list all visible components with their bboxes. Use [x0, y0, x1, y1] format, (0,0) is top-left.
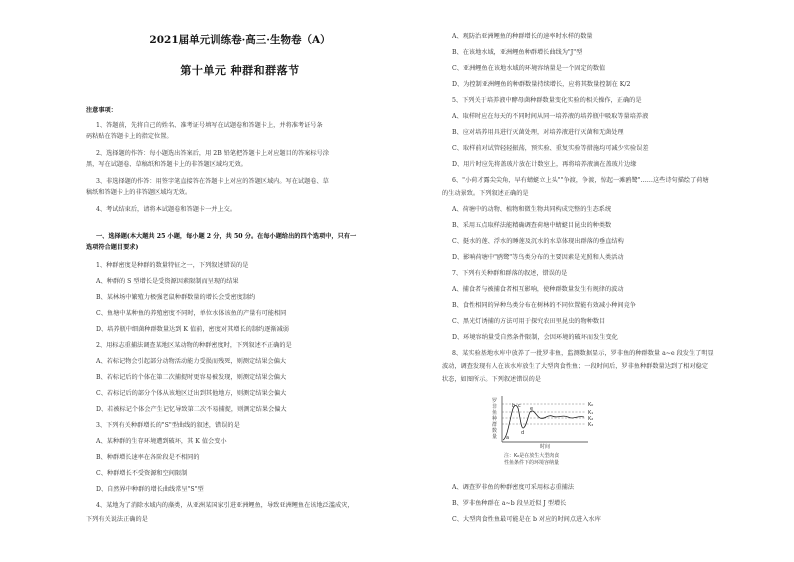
graph-ylabel: 罗	[492, 398, 498, 404]
question-line: 7、下列有关种群和群落的叙述，错误的是	[452, 270, 568, 277]
notice-line: 黑，写在试题卷、草稿纸和答题卡上的非答题区域均无效。	[86, 161, 247, 168]
graph-ylabel: 量	[492, 434, 498, 440]
graph-ylabel: 群	[492, 422, 498, 428]
question-line: C、鱼塘中某种鱼的养殖密度不同时，单位水体该鱼的产量有可能相同	[96, 310, 287, 317]
question-line: 状态，如图所示。下列叙述错误的是	[442, 376, 541, 383]
question-line: A、若标记物会引起部分动物活动能力受损而残死，则测定结果会偏大	[96, 358, 287, 365]
notice-line: 2、选择题的作答：每小题选出答案后，用 2B 铅笔把答题卡上对应题目的答案标号涂	[96, 150, 329, 157]
question-line: B、某林场中繁殖力极强老鼠种群数量的增长会受密度制约	[96, 294, 256, 301]
population-curve	[503, 405, 584, 440]
option-line: D、影响荷塘中"鸥鹭"等鸟类分布的主要因素是光照和人类活动	[452, 254, 624, 261]
option-line: A、调查罗非鱼的种群密度可采用标志重捕法	[452, 484, 575, 491]
section-heading: 选项符合题目要求)	[86, 244, 139, 251]
option-line: C、亚洲鲤鱼在该地水域的环境容纳量是一个固定的数值	[452, 65, 606, 72]
option-line: B、罗非鱼种群在 a~b 段呈近似 J 型增长	[452, 500, 567, 507]
question-line: 的生动景致。下列叙述正确的是	[442, 190, 529, 197]
question-line: D、培养瓶中细菌种群数量达到 K 值前，密度对其增长的制约逐渐减弱	[96, 326, 289, 333]
point-label: c	[518, 403, 521, 409]
option-line: B、应对培养用具进行灭菌处理，对培养液进行灭菌和无菌处理	[452, 129, 624, 136]
option-line: A、观防治亚洲鲤鱼的种群增长的速率时水样的数量	[452, 33, 593, 40]
question-line: D、若被标记个体会产生记忆导致第二次不易捕捉，则测定结果会偏大	[96, 406, 287, 413]
option-line: C、挺水的莲、浮水的睡莲及沉水的水草体现出群落的垂直结构	[452, 238, 624, 245]
notice-line: 4、考试结束后，请将本试题卷和答题卡一并上交。	[96, 206, 237, 213]
point-label: a	[506, 435, 510, 441]
graph-caption: 性鱼条件下的环境容纳量	[504, 460, 560, 466]
question-line: 3、下列有关种群增长的"S"型曲线的叙述，错误的是	[96, 422, 240, 429]
notice-line: 码粘贴在答题卡上的指定位置。	[86, 133, 173, 140]
graph-ylabel: 数	[492, 428, 498, 434]
point-label: e	[530, 406, 534, 412]
point-label: d	[521, 430, 525, 436]
k-label: K₃	[588, 422, 594, 428]
question-line: C、若标记后的部分个体从该地区迁出到其他地方，则测定结果会偏大	[96, 390, 287, 397]
question-line: 4、某地为了消除水域内的藻类，从亚洲某国家引进亚洲鲤鱼，导致亚洲鲤鱼在该地泛滥成灾，	[96, 502, 354, 509]
question-line: 6、"小荷才露尖尖角，早有蜻蜓立上头""争渡，争渡，惊起一滩鸥鹭"……这些诗句描绘了荷塘	[452, 177, 709, 184]
question-line: A、种群的 S 型增长是受资源因素限制而呈现的结果	[96, 278, 239, 285]
graph-ylabel: 种	[492, 416, 498, 422]
graph-ylabel: 非	[492, 404, 498, 410]
question-line: D、自然界中种群的增长曲线常呈"S"型	[96, 486, 204, 493]
question-line: 2、用标志重捕法调查某地区某动物的种群密度时，下列叙述不正确的是	[96, 342, 292, 349]
graph-caption: 注：K₀是在放生大型肉食	[504, 453, 560, 459]
option-line: D、环境容纳量受自然条件限制，会因环境的破坏而发生变化	[452, 334, 618, 341]
question-line: 波动，调查发现有人在该水库放生了大型肉食性鱼；一段时间后，罗非鱼种群数量达到了相对稳定	[442, 363, 709, 370]
question-line: C、种群增长不受资源和空间限制	[96, 470, 188, 477]
question-line: A、某种群的生存环境遭到破坏，其 K 值会变小	[96, 438, 227, 445]
option-line: D、为控制亚洲鲤鱼的种群数量持续增长，应将其数量控制在 K/2	[452, 81, 631, 88]
question-line: 下列有关说法正确的是	[86, 516, 148, 523]
question-line: B、种群增长速率在各阶段是不相同的	[96, 454, 200, 461]
graph-xlabel: 时间	[540, 444, 551, 450]
notice-line: 稿纸和答题卡上的非答题区域均无效。	[86, 189, 192, 196]
k-label: K₁	[588, 410, 594, 416]
exam-title: 2021届单元训练卷·高三·生物卷（A）	[149, 34, 331, 46]
option-line: D、用片时应先将盖玻片放在计数室上，再将培养液滴在盖玻片边缘	[452, 161, 637, 168]
notice-line: 1、答题前，先将自己的姓名、准考证号填写在试题卷和答题卡上，并将准考证号条	[96, 122, 323, 129]
question-line: 8、某实验基地水库中放养了一批罗非鱼，监测数据显示，罗非鱼的种群数量 a~e 段发生了明显	[452, 350, 714, 357]
option-line: B、食性相同的异种鸟类分布在树林的不同位置能有效减小种间竞争	[452, 302, 636, 309]
option-line: C、大型肉食性鱼最可能是在 b 对应的时间点进入水库	[452, 516, 601, 523]
graph-ylabel: 鱼	[492, 410, 498, 416]
point-label: b	[512, 403, 516, 409]
unit-title: 第十单元 种群和群落节	[180, 64, 300, 77]
option-line: C、取样前对试管轻轻振荡，预实验、重复实验等措施均可减少实验误差	[452, 145, 649, 152]
notice-title: 注意事项：	[86, 107, 117, 114]
option-line: B、采用五点取样法能精确调查荷塘中蜻蜓目昆虫的种类数	[452, 222, 612, 229]
option-line: A、捕食者与被捕食者相互影响，使种群数量发生有规律的波动	[452, 286, 624, 293]
question-line: 1、种群密度是种群的数量特征之一，下列叙述错误的是	[96, 262, 249, 269]
option-line: C、黑光灯诱捕的方法可用于探究农田里昆虫的物种数目	[452, 318, 606, 325]
option-line: B、在该地水域，亚洲鲤鱼种群增长曲线为"J"型	[452, 49, 583, 56]
section-heading: 一、选择题(本大题共 25 小题，每小题 2 分，共 50 分。在每小题给出的四个选项中，只有一	[96, 233, 357, 240]
question-line: 5、下列关于培养液中酵母菌种群数量变化实验的相关操作，正确的是	[452, 97, 642, 104]
population-graph	[490, 394, 630, 474]
k-label: K₀	[588, 402, 594, 408]
option-line: A、取样时应在每天的不同时间从同一培养液的培养瓶中吸取等量培养液	[452, 113, 649, 120]
k-label: K₂	[588, 416, 594, 422]
option-line: A、荷塘中的动物、植物和微生物共同构成完整的生态系统	[452, 206, 612, 213]
question-line: B、若标记后的个体在第二次捕捉时更容易被发现，则测定结果会偏大	[96, 374, 287, 381]
notice-line: 3、非选择题的作答：用签字笔直接答在答题卡上对应的答题区域内。写在试题卷、草	[96, 178, 329, 185]
